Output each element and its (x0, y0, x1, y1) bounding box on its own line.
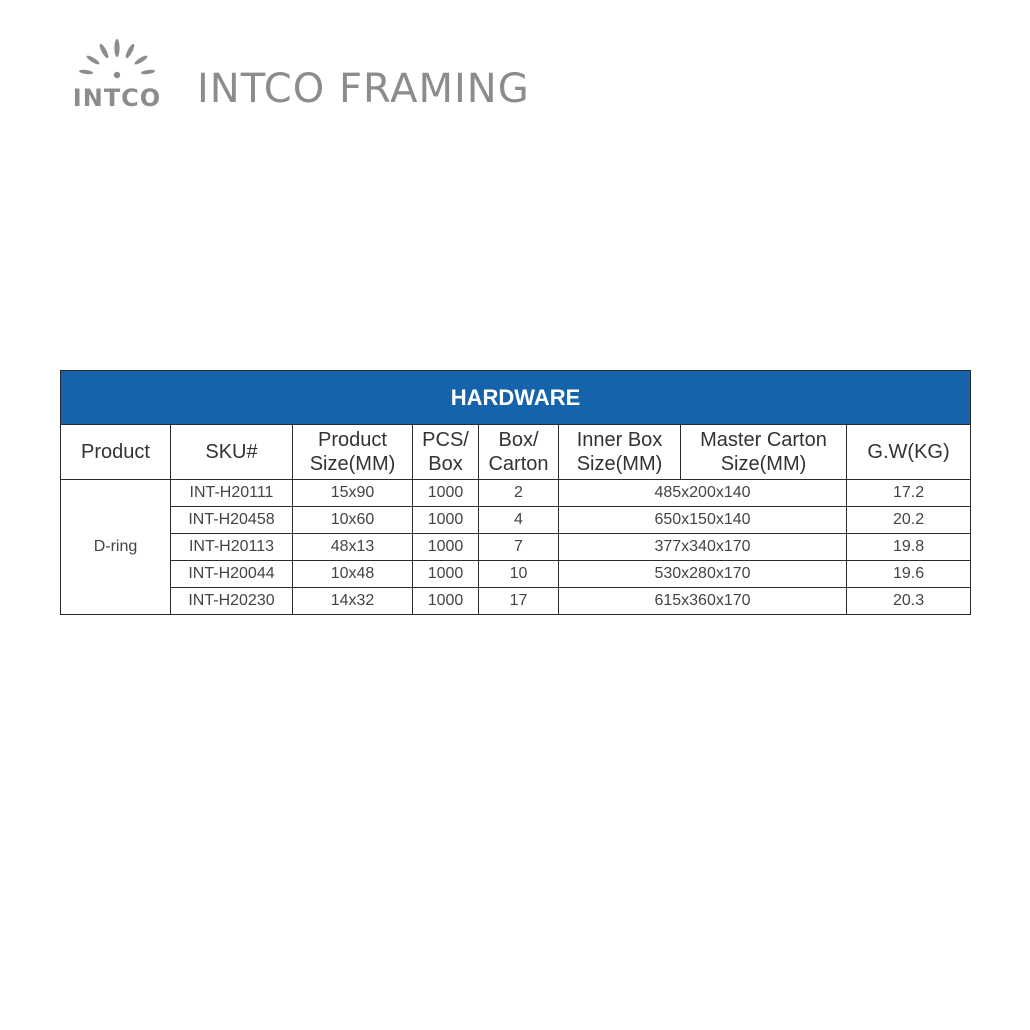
table-title: HARDWARE (61, 371, 971, 425)
table-row (61, 480, 971, 507)
pcs-box-cell: 1000 (413, 480, 479, 507)
col-header-product-size-line2: Size(MM) (309, 453, 396, 475)
brand-title: INTCO FRAMING (197, 66, 530, 112)
col-header-gw: G.W(KG) (847, 425, 971, 480)
product-size-cell: 10x60 (293, 507, 413, 534)
sku-cell: INT-H20111 (171, 480, 293, 507)
col-header-pcs-box-line2: Box (428, 453, 463, 475)
carton-size-cell: 485x200x140 (559, 480, 847, 507)
col-header-inner-box-line2: Size(MM) (576, 453, 663, 475)
logo-wordmark: INTCO (72, 84, 162, 112)
pcs-box-cell: 1000 (413, 588, 479, 615)
carton-size-cell: 530x280x170 (559, 561, 847, 588)
sku-cell: INT-H20230 (171, 588, 293, 615)
box-carton-cell: 17 (479, 588, 559, 615)
carton-size-cell: 650x150x140 (559, 507, 847, 534)
table-row (61, 534, 971, 561)
table-row (61, 588, 971, 615)
table-row (61, 507, 971, 534)
hardware-table (60, 370, 971, 615)
pcs-box-cell: 1000 (413, 534, 479, 561)
gw-cell: 19.6 (847, 561, 971, 588)
gw-cell: 20.2 (847, 507, 971, 534)
box-carton-cell: 7 (479, 534, 559, 561)
col-header-product: Product (61, 425, 171, 480)
col-header-sku: SKU# (171, 425, 293, 480)
col-header-product-size (293, 425, 413, 480)
col-header-pcs-box (413, 425, 479, 480)
col-header-box-carton-line2: Carton (488, 453, 549, 475)
table-row (61, 561, 971, 588)
product-size-cell: 15x90 (293, 480, 413, 507)
col-header-inner-box (559, 425, 681, 480)
sku-cell: INT-H20458 (171, 507, 293, 534)
col-header-master-carton-line1: Master Carton (700, 429, 827, 451)
col-header-pcs-box-line1: PCS/ (422, 429, 469, 451)
pcs-box-cell: 1000 (413, 507, 479, 534)
col-header-master-carton (681, 425, 847, 480)
gw-cell: 19.8 (847, 534, 971, 561)
gw-cell: 20.3 (847, 588, 971, 615)
product-size-cell: 48x13 (293, 534, 413, 561)
hardware-table-wrapper (60, 370, 970, 615)
carton-size-cell: 377x340x170 (559, 534, 847, 561)
col-header-box-carton-line1: Box/ (498, 429, 539, 451)
box-carton-cell: 10 (479, 561, 559, 588)
product-size-cell: 14x32 (293, 588, 413, 615)
sku-cell: INT-H20044 (171, 561, 293, 588)
pcs-box-cell: 1000 (413, 561, 479, 588)
col-header-product-size-line1: Product (318, 429, 387, 451)
col-header-inner-box-line1: Inner Box (576, 429, 663, 451)
sku-cell: INT-H20113 (171, 534, 293, 561)
col-header-master-carton-line2: Size(MM) (720, 453, 807, 475)
carton-size-cell: 615x360x170 (559, 588, 847, 615)
product-cell: D-ring (61, 480, 171, 615)
gw-cell: 17.2 (847, 480, 971, 507)
col-header-box-carton (479, 425, 559, 480)
product-size-cell: 10x48 (293, 561, 413, 588)
box-carton-cell: 2 (479, 480, 559, 507)
box-carton-cell: 4 (479, 507, 559, 534)
